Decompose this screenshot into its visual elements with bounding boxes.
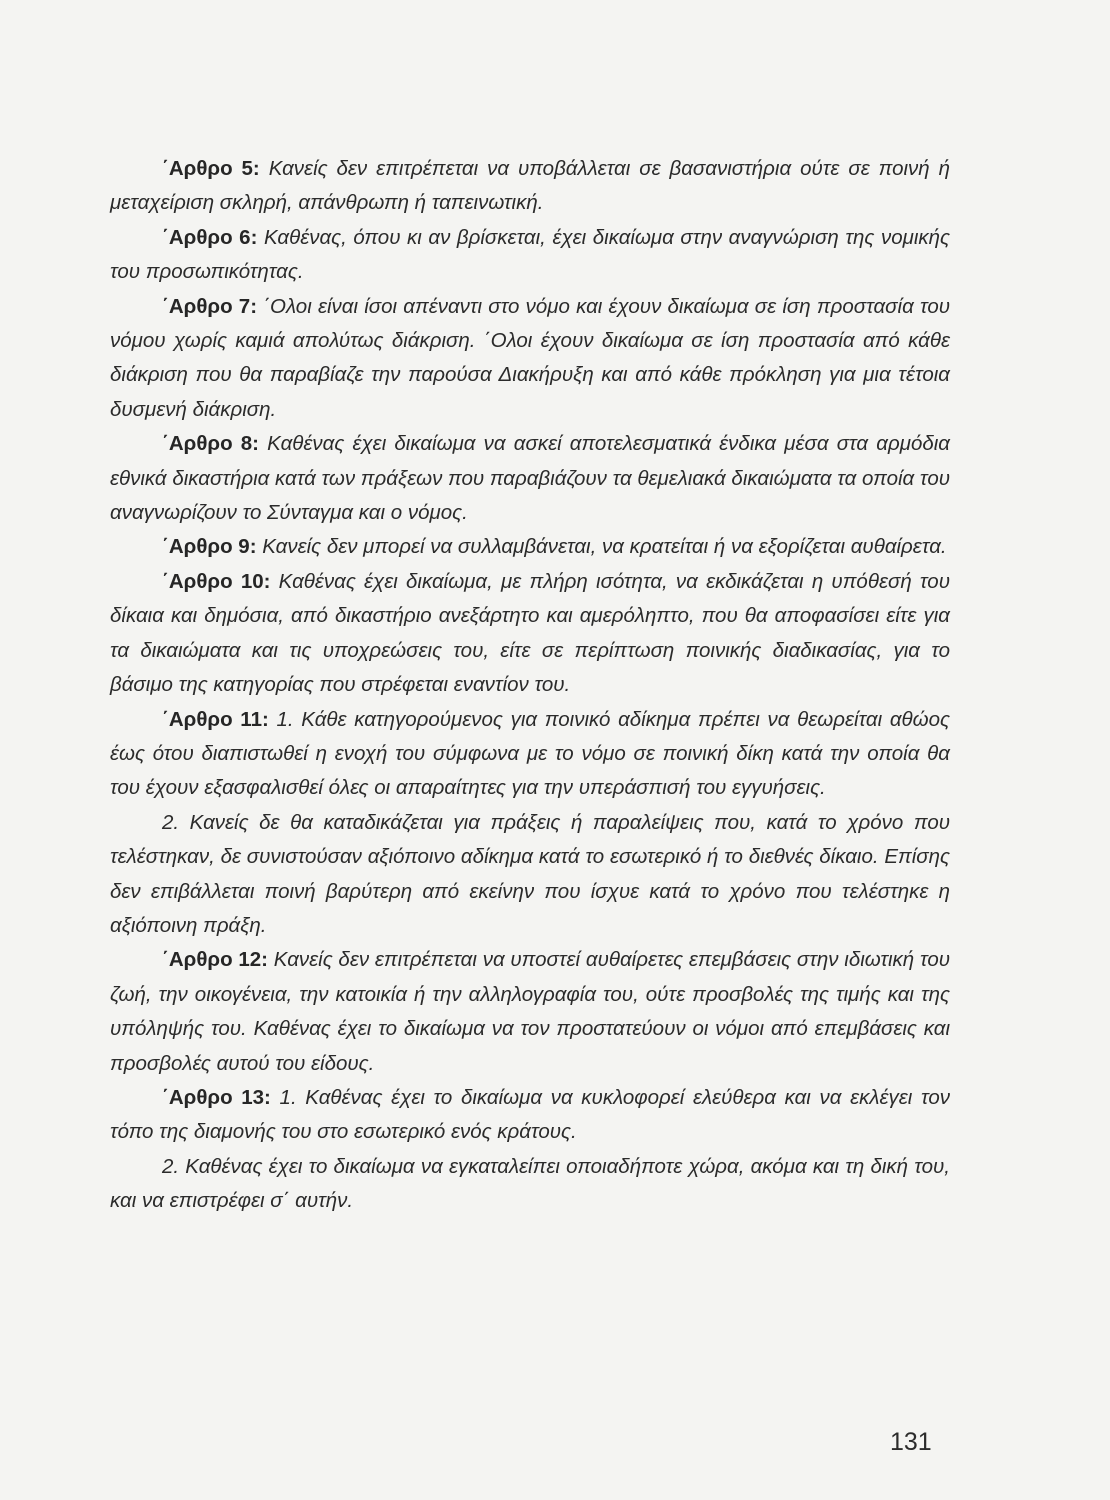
paragraph-article-6: [110, 221, 950, 290]
article-body: Καθένας, όπου κι αν βρίσκεται, έχει δικαίωμα στην αναγνώριση της νομικής του προσωπικότητας.: [110, 225, 950, 284]
article-body: 2. Κανείς δε θα καταδικάζεται για πράξεις ή παραλείψεις που, κατά το χρόνο που τελέστηκαν, δε συνιστούσαν αξιόποινο αδίκημα κατά το εσωτερικό ή το διεθνές δίκαιο. Επίσης δεν επιβάλλεται ποινή βαρύτερη από εκείνην που ίσχυε κατά το χρόνο που τελέστηκε η αξιόποινη πράξη.: [110, 810, 950, 937]
article-body: 1. Κάθε κατηγορούμενος για ποινικό αδίκημα πρέπει να θεωρείται αθώος έως ότου διαπιστωθεί η ενοχή του σύμφωνα με το νόμο σε ποινική δίκη κατά την οποία θα του έχουν εξασφαλισθεί όλες οι απαραίτητες για την υπεράσπισή του εγγυήσεις.: [110, 707, 950, 800]
article-label: ΄Αρθρο 12:: [162, 948, 268, 972]
paragraph-article-11-2: [110, 806, 950, 944]
article-label: ΄Αρθρο 6:: [162, 225, 258, 249]
article-body: 2. Καθένας έχει το δικαίωμα να εγκαταλείπει οποιαδήποτε χώρα, ακόμα και τη δική του, και να επιστρέφει σ΄ αυτήν.: [110, 1154, 950, 1213]
article-label: ΄Αρθρο 13:: [162, 1085, 271, 1109]
paragraph-article-8: [110, 427, 950, 530]
article-label: ΄Αρθρο 5:: [162, 157, 260, 180]
article-text: [110, 152, 950, 1219]
article-body: Καθένας έχει δικαίωμα να ασκεί αποτελεσματικά ένδικα μέσα στα αρμόδια εθνικά δικαστήρια κατά των πράξεων που παραβιάζουν τα θεμελιακά δικαιώματα τα οποία του αναγνωρίζουν το Σύνταγμα και ο νόμος.: [110, 432, 950, 525]
paragraph-article-13-2: [110, 1150, 950, 1219]
paragraph-article-13-1: [110, 1081, 950, 1150]
article-label: ΄Αρθρο 7:: [162, 294, 258, 318]
article-label: ΄Αρθρο 8:: [162, 432, 259, 456]
paragraph-article-9: [110, 530, 950, 564]
page-number: 131: [890, 1428, 932, 1456]
paragraph-article-12: [110, 943, 950, 1081]
paragraph-article-5: [110, 152, 950, 221]
article-body: Καθένας έχει δικαίωμα, με πλήρη ισότητα, να εκδικάζεται η υπόθεσή του δίκαια και δημόσια, από δικαστήριο ανεξάρτητο και αμερόληπτο, που θα αποφασίσει είτε για τα δικαιώματα και τις υποχρεώσεις του, είτε σε περίπτωση ποινικής διαδικασίας, για το βάσιμο της κατηγορίας που στρέφεται εναντίον του.: [110, 569, 950, 697]
article-label: ΄Αρθρο 11:: [162, 707, 269, 731]
article-body: ΄Ολοι είναι ίσοι απέναντι στο νόμο και έχουν δικαίωμα σε ίση προστασία του νόμου χωρίς καμιά απολύτως διάκριση. ΄Ολοι έχουν δικαίωμα σε ίση προστασία από κάθε διάκριση που θα παραβίαζε την παρούσα Διακήρυξη και από κάθε πρόκληση για μια τέτοια δυσμενή διάκριση.: [110, 294, 951, 421]
article-body: 1. Καθένας έχει το δικαίωμα να κυκλοφορεί ελεύθερα και να εκλέγει τον τόπο της διαμονής του στο εσωτερικό ενός κράτους.: [110, 1085, 950, 1144]
paragraph-article-10: [110, 565, 950, 703]
article-body: Κανείς δεν επιτρέπεται να υποστεί αυθαίρετες επεμβάσεις στην ιδιωτική του ζωή, την οικογένεια, την κατοικία ή την αλληλογραφία του, ούτε προσβολές της τιμής και της υπόληψής του. Καθένας έχει το δικαίωμα να τον προστατεύουν οι νόμοι από επεμβάσεις και προσβολές αυτού του είδους.: [110, 948, 950, 1075]
paragraph-article-7: [110, 290, 950, 428]
article-label: ΄Αρθρο 10:: [162, 569, 271, 593]
article-body: Κανείς δεν επιτρέπεται να υποβάλλεται σε βασανιστήρια ούτε σε ποινή ή μεταχείριση σκληρή, απάνθρωπη ή ταπεινωτική.: [110, 157, 950, 215]
article-body: Κανείς δεν μπορεί να συλλαμβάνεται, να κρατείται ή να εξορίζεται αυθαίρετα.: [256, 535, 947, 559]
article-label: ΄Αρθρο 9:: [162, 535, 257, 559]
paragraph-article-11-1: [110, 703, 950, 806]
